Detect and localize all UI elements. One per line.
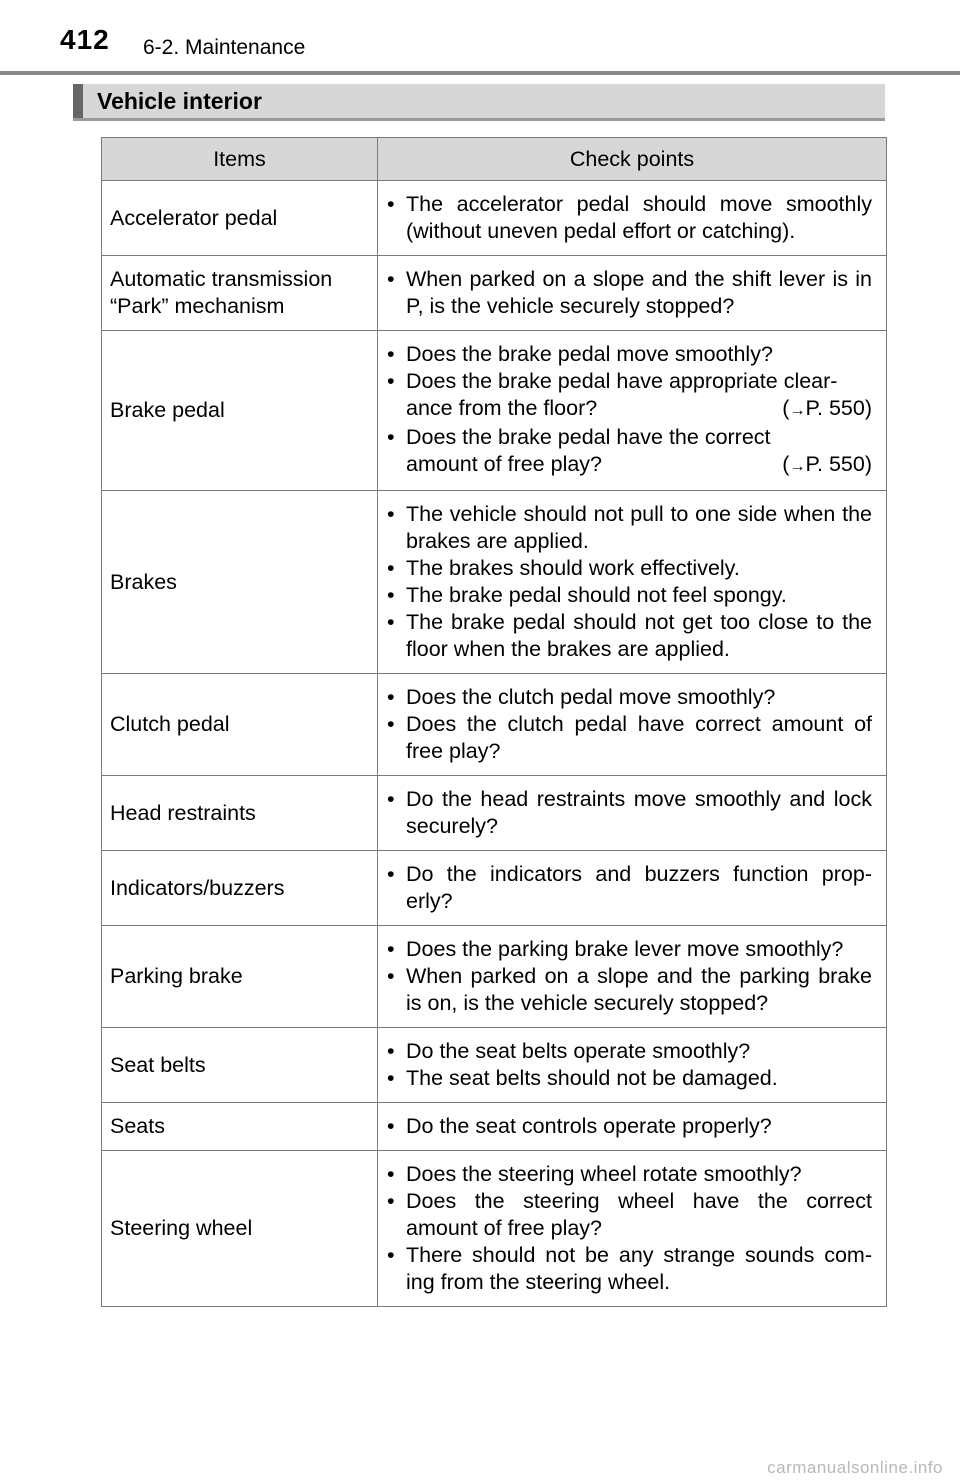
check-point-continuation <box>406 395 872 424</box>
reference-page: P. 550 <box>805 396 865 420</box>
check-point <box>387 582 872 609</box>
check-point-list <box>387 191 872 245</box>
arrow-right-icon: → <box>789 402 806 419</box>
check-point <box>387 861 872 915</box>
check-point-text: Does the parking brake lever move smoothly? <box>406 937 844 961</box>
check-point <box>387 684 872 711</box>
table-row <box>102 181 887 256</box>
reference-close-paren: ) <box>864 452 872 476</box>
check-point-list <box>387 1161 872 1296</box>
item-name: Automatic transmission “Park” mechanism <box>102 256 378 331</box>
bullet-icon: • <box>387 1189 395 1213</box>
check-point-list <box>387 861 872 915</box>
bullet-icon: • <box>387 192 395 216</box>
column-header-check-points: Check points <box>378 138 887 181</box>
check-point <box>387 1038 872 1065</box>
check-points-cell <box>378 181 887 256</box>
check-point-list <box>387 684 872 765</box>
check-points-cell <box>378 674 887 776</box>
table-row <box>102 256 887 331</box>
check-point-text: The accelerator pedal should move smoothly (without uneven pedal effort or catching). <box>406 192 872 243</box>
bullet-icon: • <box>387 583 395 607</box>
bullet-icon: • <box>387 267 395 291</box>
bullet-icon: • <box>387 964 395 988</box>
check-point <box>387 786 872 840</box>
check-point-text: Does the steering wheel have the correct amount of free play? <box>406 1189 872 1240</box>
check-point-list <box>387 266 872 320</box>
check-point-list <box>387 1038 872 1092</box>
check-points-cell <box>378 491 887 674</box>
check-point <box>387 963 872 1017</box>
reference-open-paren: ( <box>782 452 790 476</box>
item-name: Seats <box>102 1103 378 1151</box>
section-heading-title: Vehicle interior <box>97 88 262 114</box>
section-heading-accent <box>73 84 83 118</box>
check-point <box>387 191 872 245</box>
item-name: Head restraints <box>102 776 378 851</box>
table-row <box>102 1028 887 1103</box>
check-points-cell <box>378 1103 887 1151</box>
check-point-text: Does the steering wheel rotate smoothly? <box>406 1162 802 1186</box>
check-point-text-continued: amount of free play? <box>406 452 603 476</box>
check-point <box>387 341 872 368</box>
reference-page: P. 550 <box>805 452 865 476</box>
check-points-cell <box>378 851 887 926</box>
check-point <box>387 1161 872 1188</box>
bullet-icon: • <box>387 502 395 526</box>
check-point-list <box>387 501 872 663</box>
item-name: Accelerator pedal <box>102 181 378 256</box>
table-row <box>102 926 887 1028</box>
bullet-icon: • <box>387 1114 395 1138</box>
item-name: Parking brake <box>102 926 378 1028</box>
bullet-icon: • <box>387 556 395 580</box>
check-point <box>387 555 872 582</box>
watermark: carmanualsonline.info <box>767 1458 943 1477</box>
check-point <box>387 609 872 663</box>
check-point <box>387 711 872 765</box>
check-point-text: The vehicle should not pull to one side when the brakes are applied. <box>406 502 872 553</box>
table-row <box>102 674 887 776</box>
check-point-text: Does the clutch pedal have correct amount of free play? <box>406 712 872 763</box>
check-point <box>387 1113 872 1140</box>
table-row <box>102 851 887 926</box>
check-point <box>387 1065 872 1092</box>
section-heading <box>73 84 885 121</box>
bullet-icon: • <box>387 787 395 811</box>
column-header-items: Items <box>102 138 378 181</box>
table-row <box>102 491 887 674</box>
check-point-list <box>387 341 872 480</box>
check-point <box>387 424 872 480</box>
check-point <box>387 266 872 320</box>
reference-open-paren: ( <box>782 396 790 420</box>
table-header-row <box>102 138 887 181</box>
check-points-cell <box>378 776 887 851</box>
bullet-icon: • <box>387 712 395 736</box>
check-point-text: The brake pedal should not feel spongy. <box>406 583 787 607</box>
bullet-icon: • <box>387 1039 395 1063</box>
bullet-icon: • <box>387 937 395 961</box>
check-point-text: Do the head restraints move smoothly and lock securely? <box>406 787 872 838</box>
item-name: Brakes <box>102 491 378 674</box>
bullet-icon: • <box>387 685 395 709</box>
page-reference-link[interactable] <box>782 395 872 424</box>
check-point-list <box>387 786 872 840</box>
bullet-icon: • <box>387 369 395 393</box>
check-points-table <box>101 137 887 1307</box>
check-point <box>387 1188 872 1242</box>
page-reference-link[interactable] <box>782 451 872 480</box>
check-point-text: There should not be any strange sounds com-ing from the steering wheel. <box>406 1243 872 1294</box>
bullet-icon: • <box>387 1243 395 1267</box>
check-point-continuation <box>406 451 872 480</box>
table-row <box>102 1103 887 1151</box>
arrow-right-icon: → <box>789 458 806 475</box>
check-points-cell <box>378 926 887 1028</box>
check-points-cell <box>378 1151 887 1307</box>
check-point-text: Does the clutch pedal move smoothly? <box>406 685 776 709</box>
item-name: Seat belts <box>102 1028 378 1103</box>
check-points-cell <box>378 256 887 331</box>
reference-close-paren: ) <box>864 396 872 420</box>
bullet-icon: • <box>387 342 395 366</box>
check-point <box>387 501 872 555</box>
check-point-text: When parked on a slope and the shift lever is in P, is the vehicle securely stopped? <box>406 267 872 318</box>
check-point-text: Does the brake pedal have appropriate clear- <box>406 369 838 393</box>
bullet-icon: • <box>387 1162 395 1186</box>
header-rule <box>0 71 960 75</box>
table-row <box>102 776 887 851</box>
item-name: Indicators/buzzers <box>102 851 378 926</box>
check-points-cell <box>378 331 887 491</box>
item-name: Clutch pedal <box>102 674 378 776</box>
check-point <box>387 936 872 963</box>
check-point <box>387 1242 872 1296</box>
check-point-list <box>387 1113 872 1140</box>
item-name: Brake pedal <box>102 331 378 491</box>
check-point-text: The brake pedal should not get too close to the floor when the brakes are applied. <box>406 610 872 661</box>
check-point-list <box>387 936 872 1017</box>
check-point-text: When parked on a slope and the parking brake is on, is the vehicle securely stopped? <box>406 964 872 1015</box>
check-point-text: Does the brake pedal move smoothly? <box>406 342 773 366</box>
table-row <box>102 331 887 491</box>
check-point-text: Do the seat controls operate properly? <box>406 1114 772 1138</box>
item-name: Steering wheel <box>102 1151 378 1307</box>
bullet-icon: • <box>387 425 395 449</box>
check-point-text: Do the seat belts operate smoothly? <box>406 1039 751 1063</box>
check-point-text: The brakes should work effectively. <box>406 556 740 580</box>
bullet-icon: • <box>387 862 395 886</box>
check-point-text-continued: ance from the floor? <box>406 396 598 420</box>
check-points-cell <box>378 1028 887 1103</box>
page-number: 412 <box>60 24 110 55</box>
check-point <box>387 368 872 424</box>
check-point-text: The seat belts should not be damaged. <box>406 1066 778 1090</box>
bullet-icon: • <box>387 610 395 634</box>
section-name: 6-2. Maintenance <box>143 36 306 59</box>
table-body <box>102 181 887 1307</box>
check-point-text: Does the brake pedal have the correct <box>406 425 771 449</box>
check-point-text: Do the indicators and buzzers function prop-erly? <box>406 862 872 913</box>
bullet-icon: • <box>387 1066 395 1090</box>
table-row <box>102 1151 887 1307</box>
